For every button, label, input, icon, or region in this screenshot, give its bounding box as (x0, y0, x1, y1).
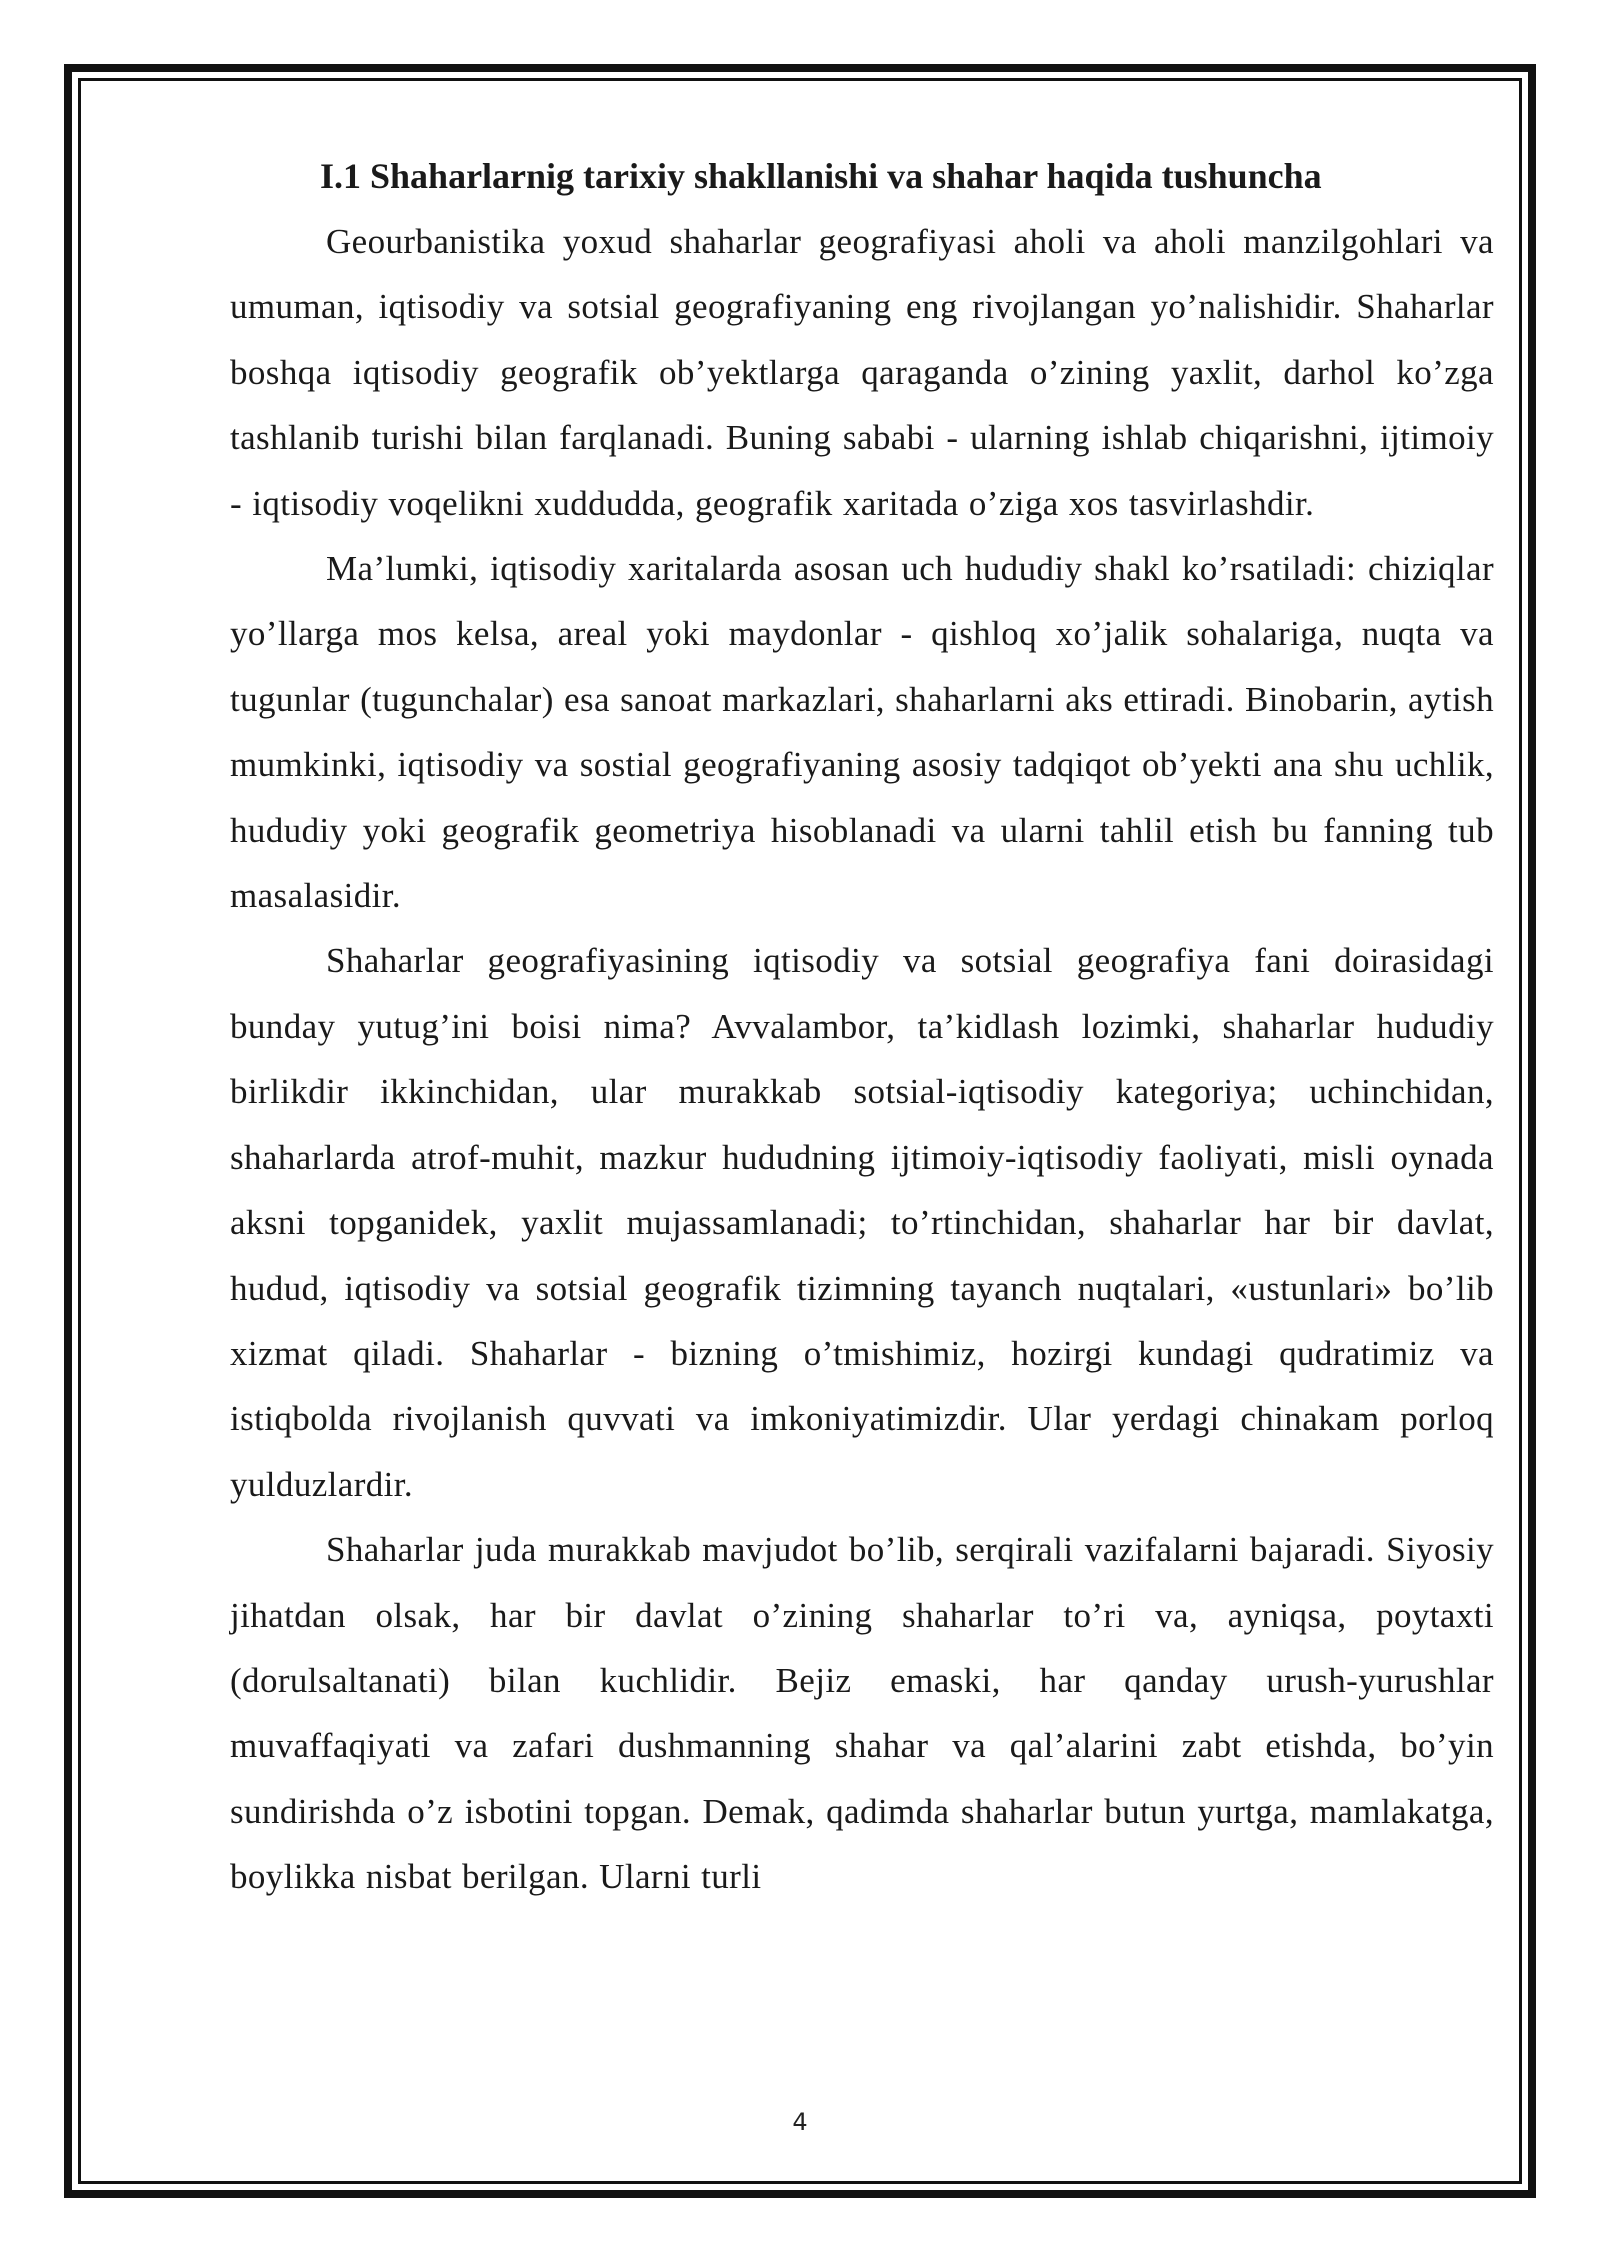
paragraph: Shaharlar geografiyasining iqtisodiy va sotsial geografiya fani doirasidagi bunday yutug’ini boisi nima? Avvalambor, ta’kidlash lozimki, shaharlar hududiy birlikdir ikkinchidan, ular murakkab sotsial-iqtisodiy kategoriya; uchinchidan, shaharlarda atrof-muhit, mazkur hududning ijtimoiy-iqtisodiy faoliyati, misli oynada aksni topganidek, yaxlit mujassamlanadi; to’rtinchidan, shaharlar har bir davlat, hudud, iqtisodiy va sotsial geografik tizimning tayanch nuqtalari, «ustunlari» bo’lib xizmat qiladi. Shaharlar - bizning o’tmishimiz, hozirgi kundagi qudratimiz va istiqbolda rivojlanish quvvati va imkoniyatimizdir. Ular yerdagi chinakam porloq yulduzlardir. (230, 941, 1494, 1504)
section-heading: I.1 Shaharlarnig tarixiy shakllanishi va shahar haqida tushuncha (320, 156, 1322, 196)
page-number: 4 (792, 2108, 808, 2136)
document-body (230, 144, 1494, 1910)
paragraph: Shaharlar juda murakkab mavjudot bo’lib, serqirali vazifalarni bajaradi. Siyosiy jihatdan olsak, har bir davlat o’zining shaharlar to’ri va, ayniqsa, poytaxti (dorulsaltanati) bilan kuchlidir. Bejiz emaski, har qanday urush-yurushlar muvaffaqiyati va zafari dushmanning shahar va qal’alarini zabt etishda, bo’yin sundirishda o’z isbotini topgan. Demak, qadimda shaharlar butun yurtga, mamlakatga, boylikka nisbat berilgan. Ularni turli (230, 1530, 1494, 1897)
paragraph: Ma’lumki, iqtisodiy xaritalarda asosan uch hududiy shakl ko’rsatiladi: chiziqlar yo’llarga mos kelsa, areal yoki maydonlar - qishloq xo’jalik sohalariga, nuqta va tugunlar (tugunchalar) esa sanoat markazlari, shaharlarni aks ettiradi. Binobarin, aytish mumkinki, iqtisodiy va sostial geografiyaning asosiy tadqiqot ob’yekti ana shu uchlik, hududiy yoki geografik geometriya hisoblanadi va ularni tahlil etish bu fanning tub masalasidir. (230, 549, 1494, 916)
paragraph: Geourbanistika yoxud shaharlar geografiyasi aholi va aholi manzilgohlari va umuman, iqtisodiy va sotsial geografiyaning eng rivojlangan yo’nalishidir. Shaharlar boshqa iqtisodiy geografik ob’yektlarga qaraganda o’zining yaxlit, darhol ko’zga tashlanib turishi bilan farqlanadi. Buning sababi - ularning ishlab chiqarishni, ijtimoiy - iqtisodiy voqelikni xuddudda, geografik xaritada o’ziga xos tasvirlashdir. (230, 222, 1494, 523)
